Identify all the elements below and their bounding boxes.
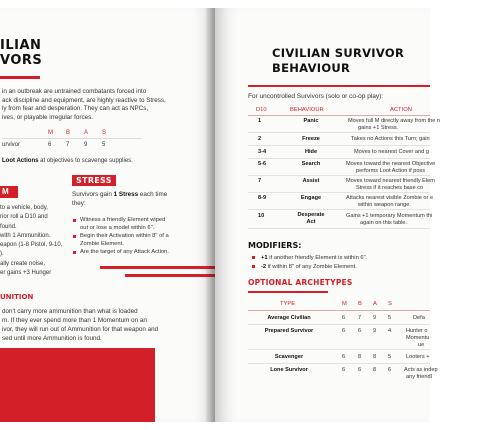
archetype-table bbox=[248, 298, 438, 384]
archetype-s: 4 bbox=[388, 328, 392, 334]
row-behaviour: Act bbox=[306, 219, 316, 225]
modifier-value: +1 bbox=[261, 255, 268, 261]
row-action: within weapon range. bbox=[358, 202, 411, 208]
archetypes-heading: OPTIONAL ARCHETYPES bbox=[248, 278, 353, 287]
row-d10: 7 bbox=[258, 178, 262, 184]
right-title-rule bbox=[248, 85, 430, 87]
row-behaviour: Engage bbox=[300, 195, 322, 201]
list-item-line: Are the target of any Attack Action. bbox=[80, 249, 169, 256]
table-row bbox=[248, 350, 430, 364]
table-row bbox=[248, 159, 436, 176]
row-behaviour: Search bbox=[301, 161, 321, 167]
ammo-line: ivor, they will run out of Ammunition for that weapon and bbox=[2, 326, 159, 333]
stress-amount: 1 Stress bbox=[113, 191, 139, 198]
ammunition-text bbox=[2, 307, 162, 343]
modifier-text: if within 8" of any Zombie Element. bbox=[266, 264, 357, 270]
archetype-m: 6 bbox=[342, 315, 346, 321]
modifiers-heading: MODIFIERS: bbox=[248, 241, 302, 250]
row-behaviour: Panic bbox=[303, 118, 319, 124]
table-row bbox=[248, 133, 430, 146]
archetype-a: 8 bbox=[373, 367, 377, 373]
loot-rule bbox=[2, 158, 133, 164]
stress-rule-text bbox=[72, 191, 168, 208]
stat-header-b: B bbox=[66, 130, 71, 136]
left-title-underline bbox=[0, 76, 40, 79]
row-d10: 3-4 bbox=[258, 149, 267, 155]
intro-line: ives, or playable irregular forces. bbox=[2, 113, 93, 121]
table-row bbox=[248, 193, 434, 210]
archetype-m: 6 bbox=[342, 328, 346, 334]
archetype-a: 9 bbox=[373, 328, 377, 334]
row-behaviour: Desperate bbox=[297, 212, 325, 218]
header-b: B bbox=[358, 301, 362, 307]
archetype-b: 7 bbox=[358, 315, 362, 321]
archetype-rule: Hunter o bbox=[406, 328, 428, 334]
left-page bbox=[0, 8, 215, 422]
stat-value: 5 bbox=[102, 142, 106, 148]
archetype-rule: Acts as indep bbox=[404, 367, 438, 373]
list-item bbox=[72, 233, 169, 248]
archetype-s: 5 bbox=[388, 354, 392, 360]
decorative-stripe bbox=[125, 274, 215, 277]
row-d10: 10 bbox=[258, 213, 265, 219]
table-row bbox=[248, 311, 430, 325]
row-action: again on this table. bbox=[360, 220, 407, 226]
row-d10: 1 bbox=[258, 118, 262, 124]
row-action: Gains +1 temporary Momentum thi bbox=[346, 213, 433, 219]
archetype-a: 8 bbox=[373, 354, 377, 360]
row-action: gains +1 Stress. bbox=[358, 125, 399, 131]
table-row bbox=[248, 116, 441, 133]
archetype-rule: Looters + bbox=[406, 354, 430, 360]
archetype-rule: any friendl bbox=[406, 374, 432, 380]
row-d10: 5-6 bbox=[258, 161, 267, 167]
stat-divider bbox=[2, 138, 142, 139]
col1-line: with 1 Ammunition. bbox=[0, 232, 51, 239]
archetype-s: 5 bbox=[388, 315, 392, 321]
row-action: Stress if it reaches base co bbox=[356, 185, 424, 191]
archetype-a: 9 bbox=[373, 315, 377, 321]
header-a: A bbox=[373, 301, 377, 307]
archetype-b: 6 bbox=[358, 367, 362, 373]
table-row bbox=[248, 176, 435, 193]
stress-line-1 bbox=[72, 191, 168, 200]
row-d10: 8-9 bbox=[258, 195, 267, 201]
row-action: Moves toward nearest friendly Elem bbox=[346, 178, 435, 184]
col1-line: er gains +3 Hunger bbox=[0, 270, 52, 277]
row-d10: 2 bbox=[258, 136, 262, 142]
row-action: performs Loot Action if poss bbox=[356, 168, 426, 174]
archetype-type: Scavenger bbox=[274, 354, 304, 360]
section-badge: M bbox=[0, 186, 18, 198]
col1-line: to a vehicle, body, bbox=[0, 205, 48, 211]
ammunition-heading: UNITION bbox=[0, 293, 34, 301]
loot-bold: Loot Actions bbox=[2, 158, 39, 164]
modifier-text: if another friendly Element is within 6". bbox=[267, 255, 368, 261]
list-item-line: Begin their Activation within 8" of a bbox=[80, 233, 169, 240]
header-type: TYPE bbox=[280, 301, 296, 307]
right-page-title bbox=[272, 46, 404, 76]
list-item bbox=[252, 263, 367, 272]
modifier-value: -2 bbox=[261, 264, 267, 270]
archetype-rule: ue bbox=[418, 342, 425, 348]
col1-line: found. bbox=[0, 223, 17, 230]
col1-line: ally create noise, bbox=[0, 260, 46, 267]
row-action: Attacks nearest visible Zombie or e bbox=[346, 195, 434, 201]
loot-text: at objectives to scavenge supplies. bbox=[38, 158, 133, 164]
list-item bbox=[72, 217, 166, 232]
row-action: Moves toward the nearest Objective bbox=[346, 161, 436, 167]
modifiers-list bbox=[252, 254, 367, 272]
stat-header-s: S bbox=[102, 130, 107, 136]
header-d10: D10 bbox=[256, 107, 267, 113]
archetypes-underline bbox=[248, 291, 328, 293]
col1-line: ). bbox=[0, 251, 4, 258]
stat-value: 7 bbox=[66, 142, 70, 148]
row-action: Moves full M directly away from the n bbox=[348, 118, 441, 124]
archetype-type: Prepared Survivor bbox=[264, 328, 314, 334]
archetype-rule: Momentu bbox=[406, 335, 430, 341]
left-title-line-2: VORS bbox=[0, 53, 43, 68]
right-title-line-2: BEHAVIOUR bbox=[272, 61, 351, 75]
open-book bbox=[0, 8, 441, 422]
header-behaviour: BEHAVIOUR bbox=[290, 107, 324, 113]
stat-value: 9 bbox=[84, 142, 88, 148]
row-action: Moves to nearest Cover and g bbox=[354, 149, 429, 155]
col1-line: eapon (1-8 Pistol, 9-10, bbox=[0, 242, 63, 249]
stress-badge: STRESS bbox=[72, 175, 116, 186]
archetype-b: 6 bbox=[358, 328, 362, 334]
archetype-table-header bbox=[248, 298, 430, 311]
table-row bbox=[248, 325, 430, 350]
stress-trigger-list bbox=[72, 217, 169, 258]
list-item bbox=[72, 249, 169, 257]
archetype-m: 6 bbox=[342, 367, 346, 373]
stat-header-a: A bbox=[84, 130, 89, 136]
list-item-line: Witness a friendly Element wiped bbox=[80, 217, 166, 223]
stat-header-m: M bbox=[48, 130, 53, 136]
left-intro-text bbox=[2, 88, 166, 122]
ammo-line: don't carry more ammunition than what is loaded bbox=[2, 308, 138, 315]
table-row bbox=[248, 210, 433, 229]
table-row bbox=[248, 364, 438, 384]
ammo-line: m. If they ever spend more than 1 Momentum on an bbox=[2, 317, 147, 324]
stress-line-2: they: bbox=[72, 199, 86, 207]
col1-line: rior roll a D10 and bbox=[0, 214, 48, 221]
behaviour-table bbox=[248, 106, 441, 229]
archetype-b: 8 bbox=[358, 354, 362, 360]
archetype-rule: Defa bbox=[413, 315, 425, 321]
left-title-line-1: ILIAN bbox=[0, 38, 42, 53]
row-behaviour: Hide bbox=[304, 149, 318, 155]
left-page-title bbox=[0, 38, 42, 68]
row-behaviour: Assist bbox=[302, 178, 320, 184]
table-row bbox=[248, 146, 430, 159]
intro-line: ack discipline and equipment, are highly reactive to Stress, bbox=[2, 96, 166, 104]
list-item bbox=[252, 254, 367, 263]
header-s: S bbox=[388, 301, 392, 307]
header-action: ACTION bbox=[390, 107, 412, 113]
archetype-type: Lone Survivor bbox=[270, 367, 308, 373]
intro-line: ly from fear and desperation. They can act as NPCs, bbox=[2, 105, 149, 113]
list-item-line: Zombie Element. bbox=[80, 240, 124, 247]
row-action: Takes no Actions this Turn; gain bbox=[351, 136, 430, 142]
stress-line-1-pre: Survivors gain bbox=[72, 191, 114, 198]
decorative-red-block bbox=[0, 348, 155, 422]
right-title-line-1: CIVILIAN SURVIVOR bbox=[272, 46, 405, 60]
stat-value: 6 bbox=[48, 142, 52, 148]
intro-line: in an outbreak are untrained combatants forced into bbox=[2, 88, 147, 95]
stat-row-label: urvivor bbox=[2, 142, 21, 148]
decorative-stripe bbox=[100, 266, 215, 269]
archetype-s: 6 bbox=[388, 367, 392, 373]
behaviour-table-header bbox=[248, 106, 430, 116]
behaviour-subtitle: For uncontrolled Survivors (solo or co-op play): bbox=[248, 93, 384, 100]
archetype-type: Average Civilian bbox=[267, 315, 311, 321]
ammo-line: sed until more Ammunition is found. bbox=[2, 335, 102, 342]
list-item-line: out or lose a model within 6". bbox=[80, 224, 155, 231]
stress-line-1-post: each time bbox=[138, 191, 168, 198]
archetype-m: 6 bbox=[342, 354, 346, 360]
row-behaviour: Freeze bbox=[302, 136, 320, 142]
header-m: M bbox=[342, 301, 347, 307]
